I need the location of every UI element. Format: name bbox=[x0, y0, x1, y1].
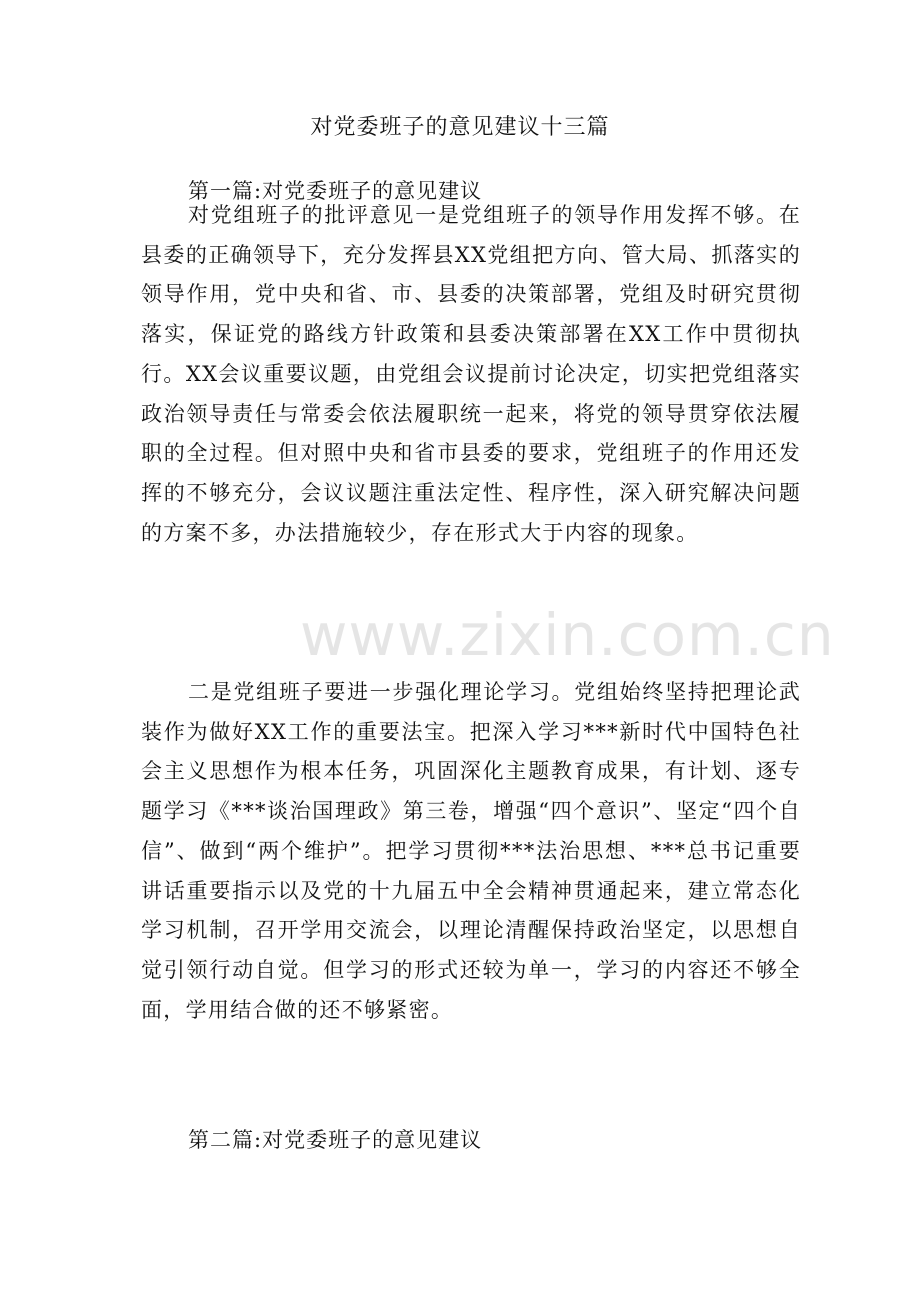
document-title: 对党委班子的意见建议十三篇 bbox=[310, 115, 610, 140]
section-heading-1: 第一篇:对党委班子的意见建议 bbox=[188, 179, 483, 203]
watermark: www.zixin.com.cn bbox=[300, 601, 835, 669]
paragraph-1: 对党组班子的批评意见一是党组班子的领导作用发挥不够。在县委的正确领导下，充分发挥县XX党组把方向、管大局、抓落实的领导作用，党中央和省、市、县委的决策部署，党组及时研究贯彻落实，保证党的路线方针政策和县委决策部署在XX工作中贯彻执行。XX会议重要议题，由党组会议提前讨论决定，切实把党组落实政治领导责任与常委会依法履职统一起来，将党的领导贯穿依法履职的全过程。但对照中央和省市县委的要求，党组班子的作用还发挥的不够充分，会议议题注重法定性、程序性，深入研究解决问题的方案不多，办法措施较少，存在形式大于内容的现象。 bbox=[141, 203, 801, 545]
section-heading-2: 第二篇:对党委班子的意见建议 bbox=[188, 1128, 483, 1152]
paragraph-2: 二是党组班子要进一步强化理论学习。党组始终坚持把理论武装作为做好XX工作的重要法宝。把深入学习***新时代中国特色社会主义思想作为根本任务，巩固深化主题教育成果，有计划、逐专题学习《***谈治国理政》第三卷，增强“四个意识”、坚定“四个自信”、做到“两个维护”。把学习贯彻***法治思想、***总书记重要讲话重要指示以及党的十九届五中全会精神贯通起来，建立常态化学习机制，召开学用交流会，以理论清醒保持政治坚定，以思想自觉引领行动自觉。但学习的形式还较为单一，学习的内容还不够全面，学用结合做的还不够紧密。 bbox=[141, 680, 801, 1022]
